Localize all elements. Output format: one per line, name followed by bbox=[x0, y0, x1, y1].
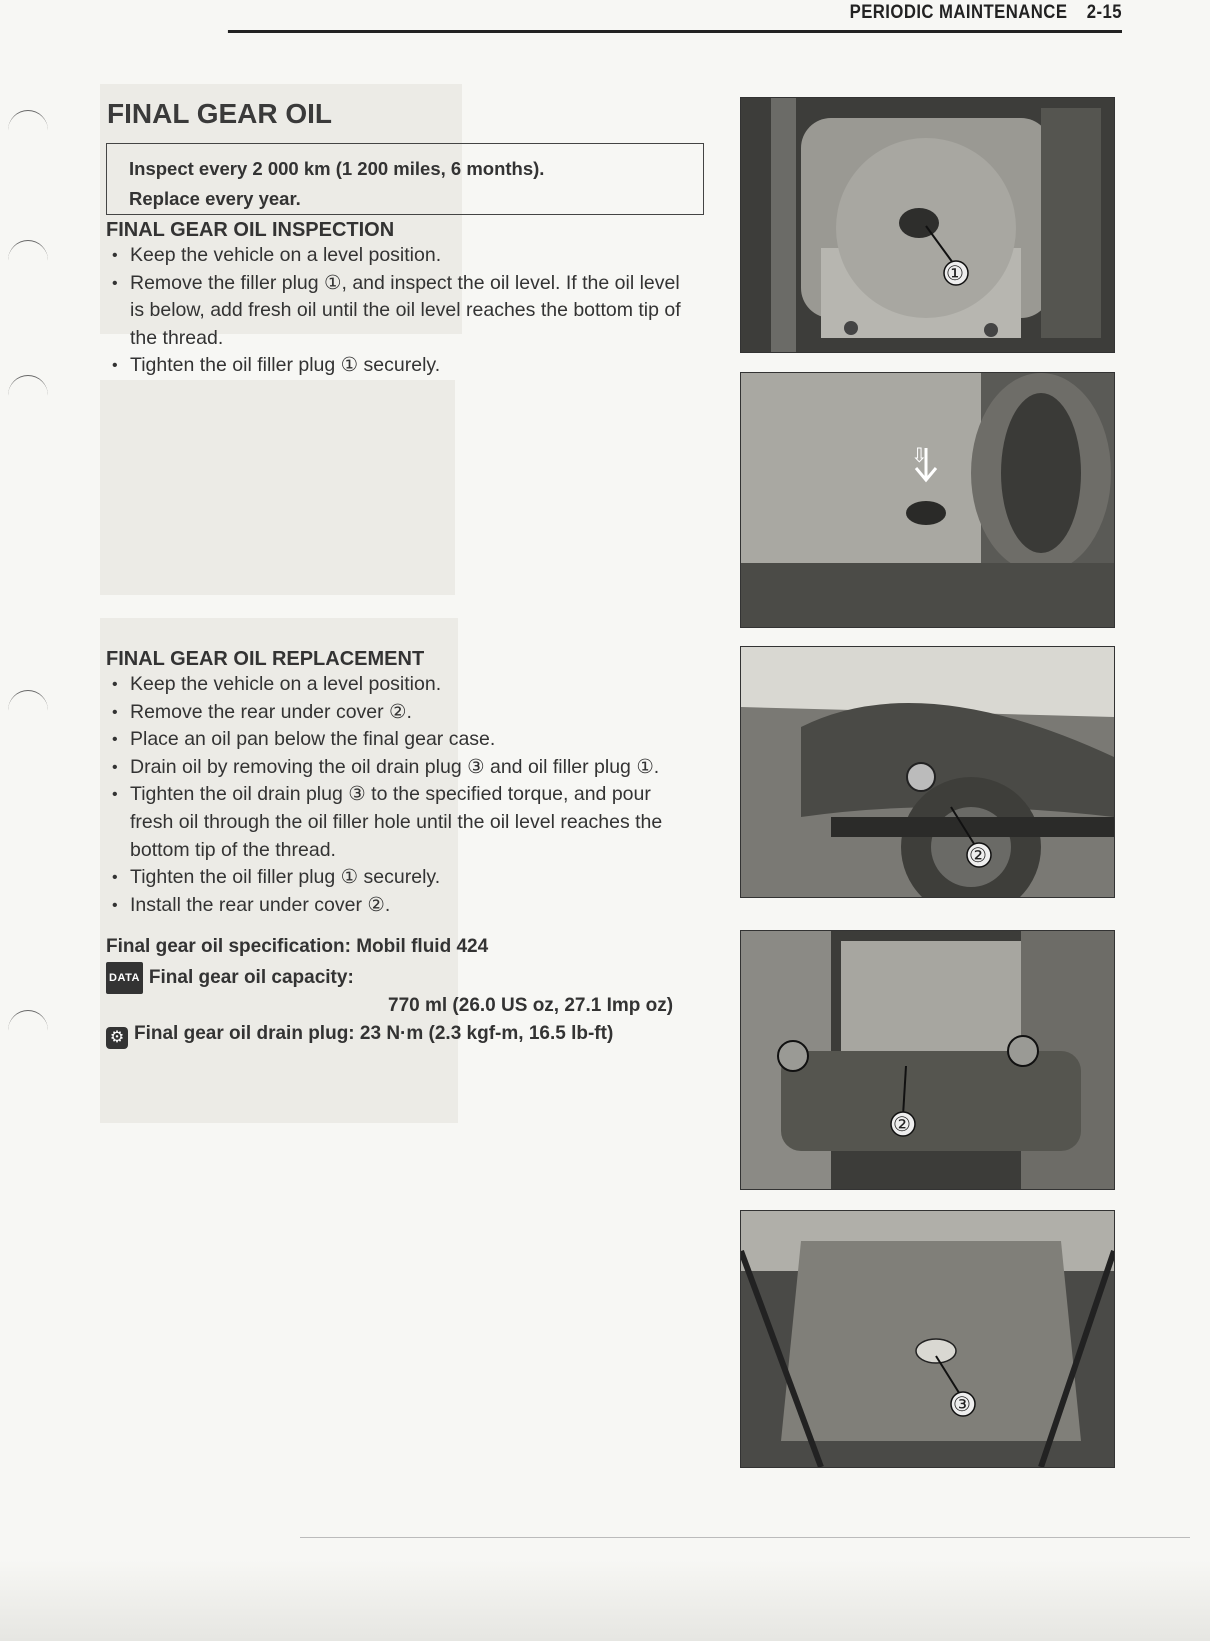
torque-wrench-icon: ⚙ bbox=[106, 1027, 128, 1049]
list-item: • Install the rear under cover ②. bbox=[106, 892, 706, 920]
callout-2: ② bbox=[969, 843, 987, 867]
page-title: FINAL GEAR OIL bbox=[107, 98, 333, 129]
torque-row bbox=[106, 1020, 613, 1049]
photo-illustration bbox=[741, 931, 1114, 1189]
capacity-label: Final gear oil capacity: bbox=[148, 967, 354, 988]
list-item: • Tighten the oil filler plug ① securely. bbox=[106, 864, 706, 892]
callout-1: ① bbox=[946, 261, 964, 285]
list-item: • Place an oil pan below the final gear case. bbox=[106, 726, 706, 754]
margin-mark bbox=[8, 110, 48, 151]
photo-under-cover bbox=[740, 646, 1115, 898]
photo-illustration bbox=[741, 373, 1114, 627]
ghost-area bbox=[100, 380, 455, 595]
inspection-heading: FINAL GEAR OIL INSPECTION bbox=[106, 219, 395, 241]
oil-spec: Final gear oil specification: Mobil fluid 424 bbox=[106, 936, 489, 957]
scan-divider bbox=[300, 1537, 1190, 1538]
callout-2: ② bbox=[893, 1112, 911, 1136]
capacity-row bbox=[106, 962, 354, 994]
page-header bbox=[228, 0, 1122, 33]
photo-illustration bbox=[741, 1211, 1114, 1467]
scan-shadow bbox=[0, 1560, 1210, 1641]
list-item: • Tighten the oil drain plug ③ to the specified torque, and pour fresh oil through the oil filler hole until the oil level reaches the bottom tip of the thread. bbox=[106, 781, 696, 864]
margin-mark bbox=[8, 1010, 48, 1051]
photo-illustration bbox=[741, 647, 1114, 897]
margin-mark bbox=[8, 375, 48, 416]
replacement-section bbox=[106, 648, 706, 919]
schedule-inspect: Inspect every 2 000 km (1 200 miles, 6 months). bbox=[129, 158, 545, 179]
photo-level-check bbox=[740, 372, 1115, 628]
data-icon: DATA bbox=[106, 962, 143, 994]
inspection-section bbox=[106, 219, 706, 380]
replacement-heading: FINAL GEAR OIL REPLACEMENT bbox=[106, 648, 425, 670]
section-title: PERIODIC MAINTENANCE bbox=[849, 2, 1068, 23]
callout-3: ③ bbox=[953, 1392, 971, 1416]
margin-mark bbox=[8, 690, 48, 731]
photo-drain-plug bbox=[740, 1210, 1115, 1468]
photo-filler-plug bbox=[740, 97, 1115, 353]
photo-illustration bbox=[741, 98, 1114, 352]
margin-mark bbox=[8, 240, 48, 281]
list-item: • Remove the filler plug ①, and inspect the oil level. If the oil level is below, add fresh oil until the oil level reaches the bottom tip of the thread. bbox=[106, 270, 696, 353]
list-item: • Drain oil by removing the oil drain plug ③ and oil filler plug ①. bbox=[106, 754, 706, 782]
list-item: • Keep the vehicle on a level position. bbox=[106, 242, 706, 270]
list-item: • Tighten the oil filler plug ① securely. bbox=[106, 352, 706, 380]
capacity-value: 770 ml (26.0 US oz, 27.1 Imp oz) bbox=[388, 995, 674, 1016]
list-item: • Remove the rear under cover ②. bbox=[106, 699, 706, 727]
down-arrow-icon: ⇩ bbox=[911, 443, 928, 467]
list-item: • Keep the vehicle on a level position. bbox=[106, 671, 706, 699]
torque-label: Final gear oil drain plug: 23 N·m (2.3 kgf-m, 16.5 lb-ft) bbox=[134, 1023, 614, 1044]
photo-cover-bolts bbox=[740, 930, 1115, 1190]
page-number: 2-15 bbox=[1086, 2, 1122, 23]
schedule-replace: Replace every year. bbox=[129, 188, 301, 209]
schedule-box bbox=[106, 143, 704, 215]
